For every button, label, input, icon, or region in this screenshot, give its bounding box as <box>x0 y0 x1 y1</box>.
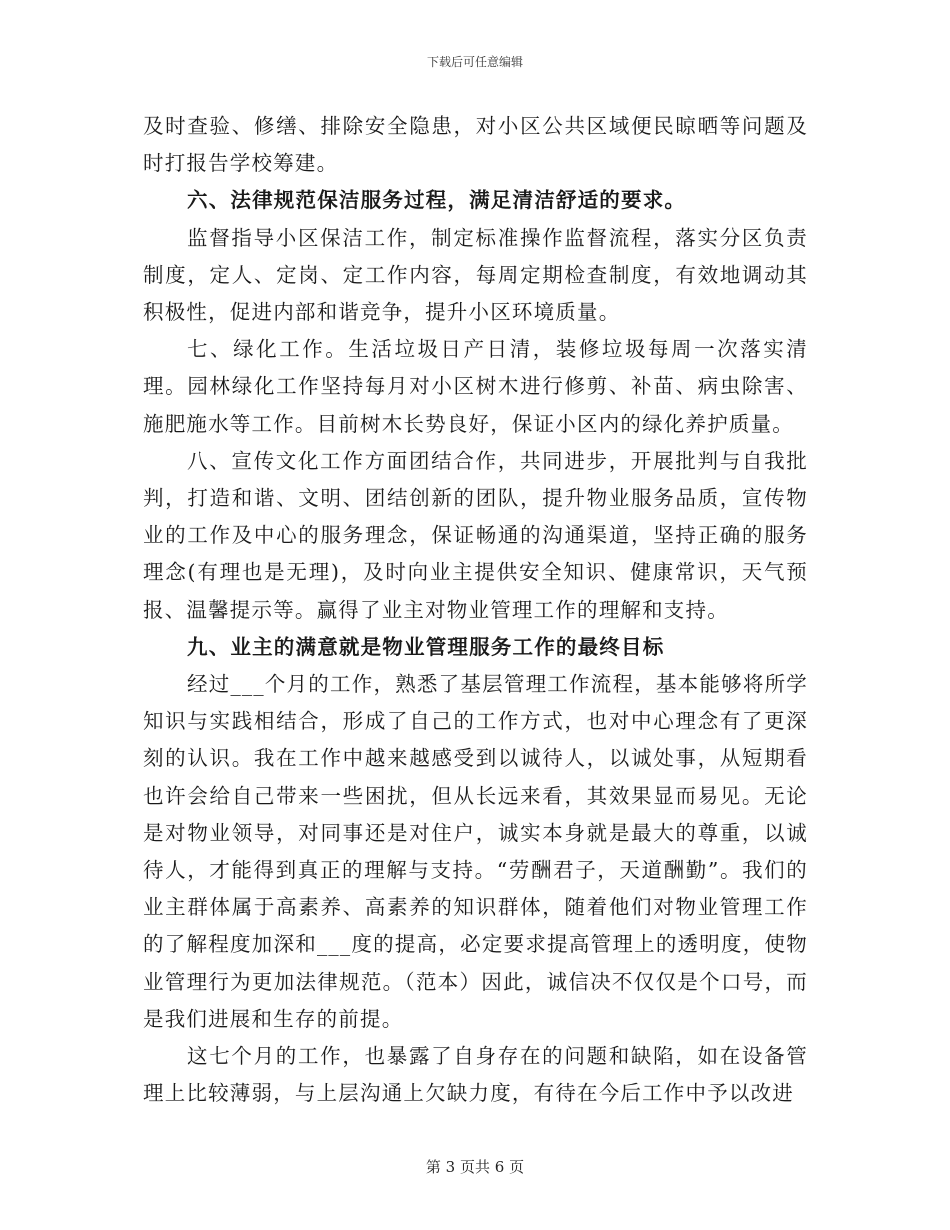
paragraph-experience: 经过___个月的工作，熟悉了基层管理工作流程，基本能够将所学知识与实践相结合，形成了自己的工作方式，也对中心理念有了更深刻的认识。我在工作中越来越感受到以诚待人，以诚处事，从短期看也许会给自己带来一些困扰，但从长远来看，其效果显而易见。无论是对物业领导，对同事还是对住户，诚实本身就是最大的尊重，以诚待人，才能得到真正的理解与支持。“劳酬君子，天道酬勤”。我们的业主群体属于高素养、高素养的知识群体，随着他们对物业管理工作的了解程度加深和___度的提高，必定要求提高管理上的透明度，使物业管理行为更加法律规范。（范本）因此，诚信决不仅仅是个口号，而是我们进展和生存的前提。 <box>143 672 808 1031</box>
page-footer: 第 3 页共 6 页 <box>425 1158 525 1176</box>
paragraph-greening: 七、绿化工作。生活垃圾日产日清，装修垃圾每周一次落实清理。园林绿化工作坚持每月对小区树木进行修剪、补苗、病虫除害、施肥施水等工作。目前树木长势良好，保证小区内的绿化养护质量。 <box>143 337 808 436</box>
paragraph-cleaning: 监督指导小区保洁工作，制定标准操作监督流程，落实分区负责制度，定人、定岗、定工作内容，每周定期检查制度，有效地调动其积极性，促进内部和谐竞争，提升小区环境质量。 <box>143 225 808 325</box>
paragraph-shortcomings: 这七个月的工作，也暴露了自身存在的问题和缺陷，如在设备管理上比较薄弱，与上层沟通上欠缺力度，有待在今后工作中予以改进 <box>143 1044 808 1106</box>
page-header: 下载后可任意编辑 <box>426 55 523 69</box>
paragraph-continuation: 及时查验、修缮、排除安全隐患，对小区公共区域便民晾晒等问题及时打报告学校筹建。 <box>143 114 808 176</box>
document-body <box>143 108 808 1112</box>
section-heading-6: 六、法律规范保洁服务过程，满足清洁舒适的要求。 <box>187 188 687 213</box>
section-heading-9: 九、业主的满意就是物业管理服务工作的最终目标 <box>187 634 665 659</box>
paragraph-publicity: 八、宣传文化工作方面团结合作，共同进步，开展批判与自我批判，打造和谐、文明、团结创新的团队，提升物业服务品质，宣传物业的工作及中心的服务理念，保证畅通的沟通渠道，坚持正确的服务理念(有理也是无理)，及时向业主提供安全知识、健康常识，天气预报、温馨提示等。赢得了业主对物业管理工作的理解和支持。 <box>143 448 808 622</box>
